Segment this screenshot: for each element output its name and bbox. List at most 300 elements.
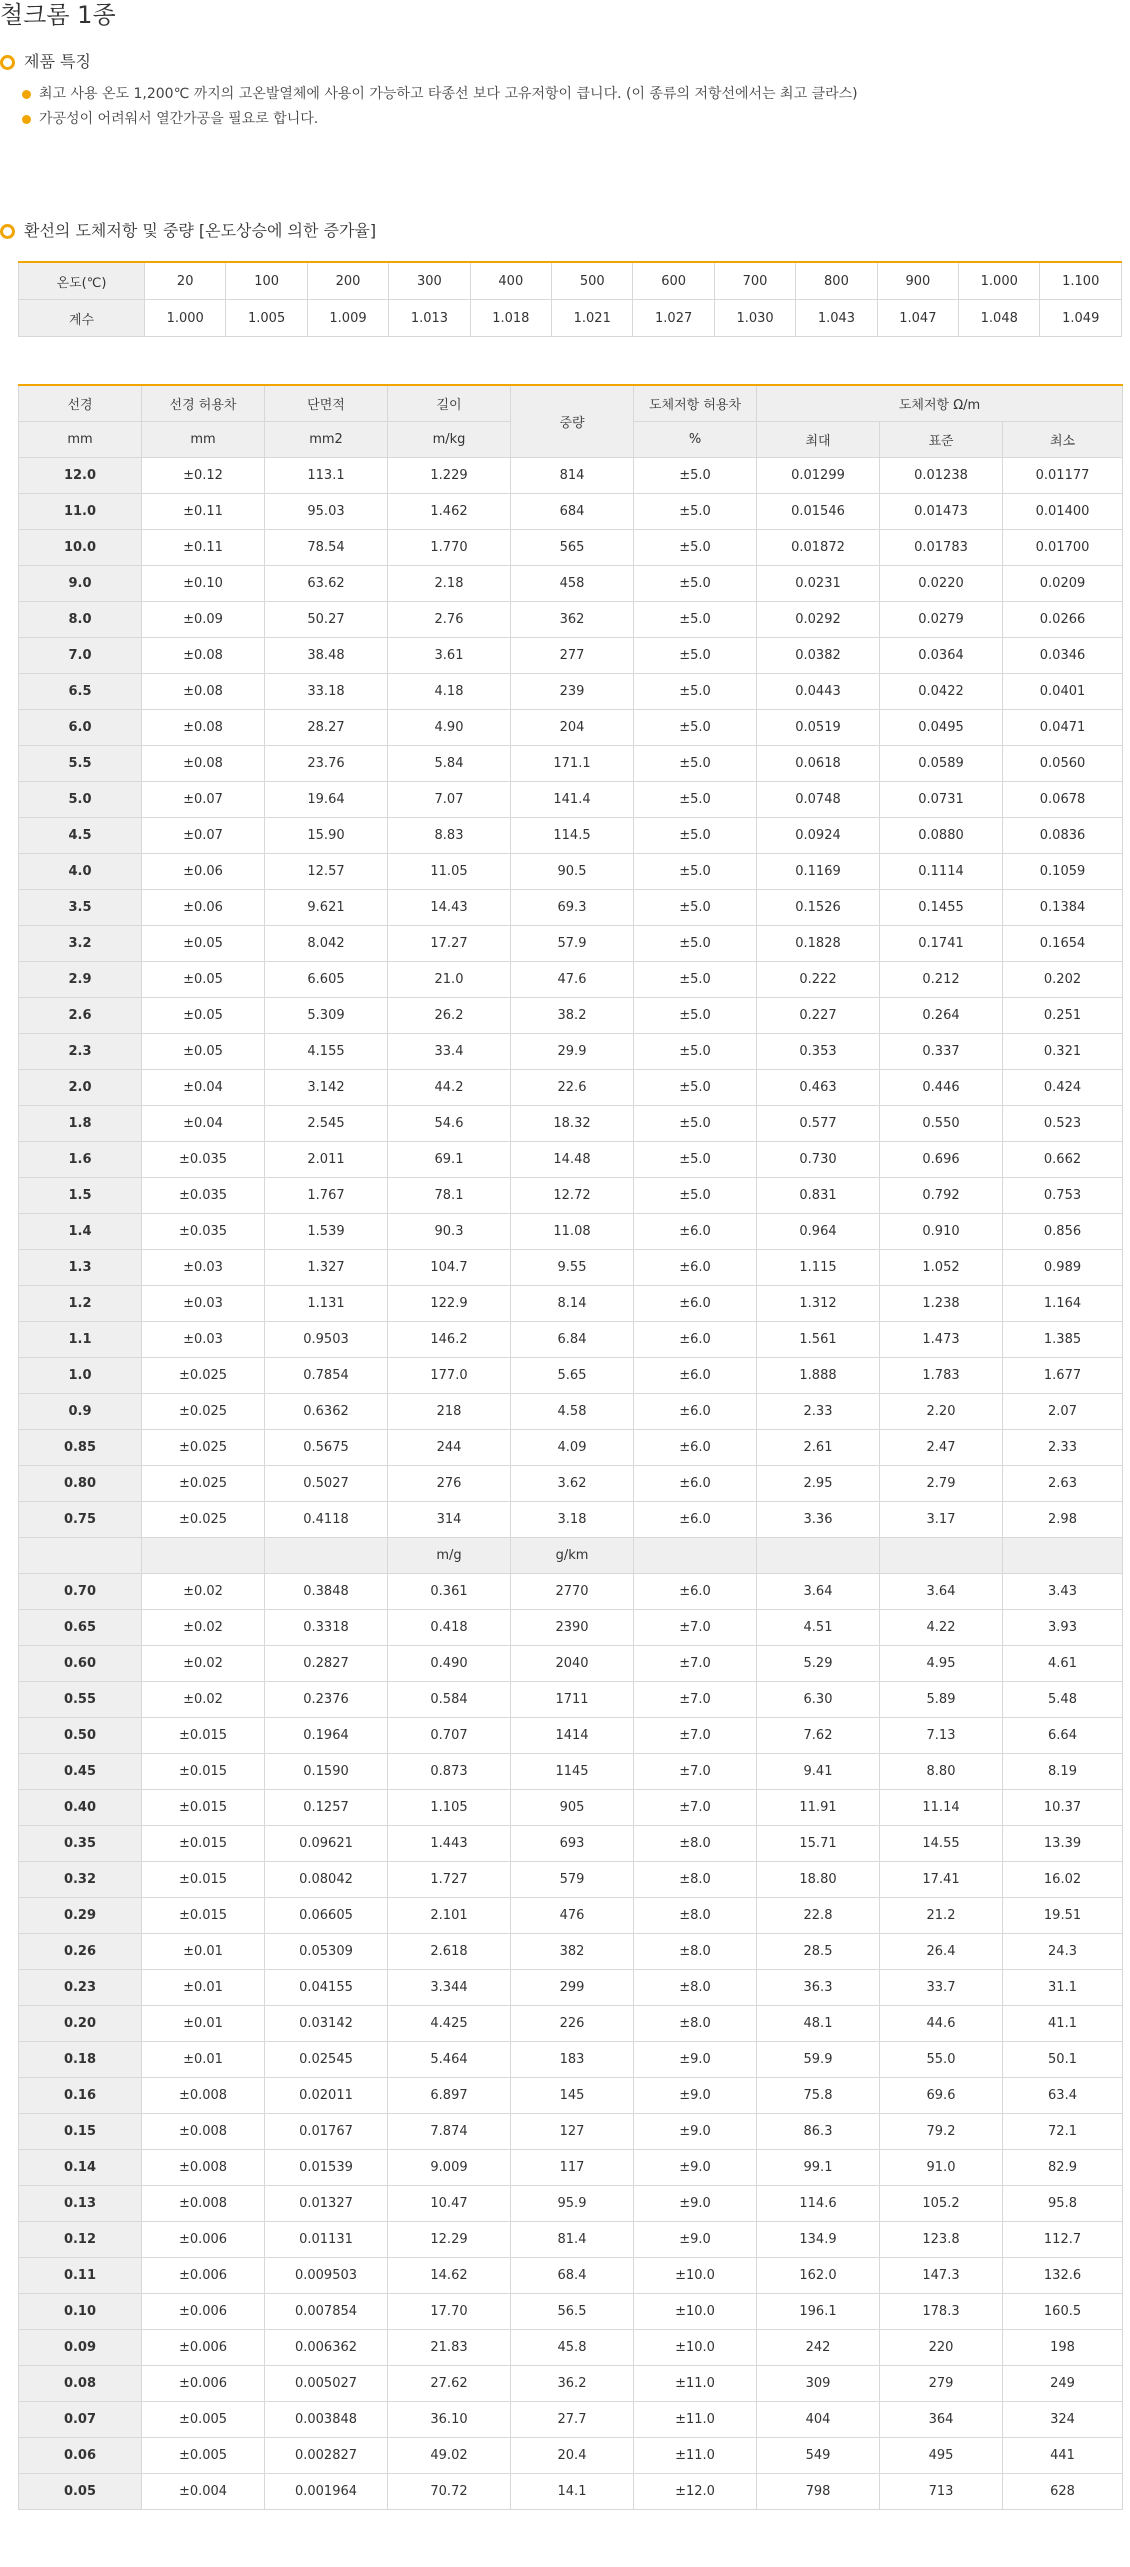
table-cell: 0.01238 xyxy=(880,458,1003,494)
table-cell: 7.874 xyxy=(388,2114,511,2150)
feature-text: 최고 사용 온도 1,200℃ 까지의 고온발열체에 사용이 가능하고 타종선 보다 고유저항이 큽니다. (이 종류의 저항선에서는 최고 클라스) xyxy=(39,86,858,102)
table-cell: ±12.0 xyxy=(634,2474,757,2510)
table-cell: 0.02011 xyxy=(265,2078,388,2114)
table-cell: 5.309 xyxy=(265,998,388,1034)
temperature-cell: 600 xyxy=(633,262,714,300)
table-row xyxy=(19,1322,1123,1358)
table-cell: 0.1590 xyxy=(265,1754,388,1790)
table-cell: ±6.0 xyxy=(634,1286,757,1322)
table-cell: 1.327 xyxy=(265,1250,388,1286)
table-cell: 2770 xyxy=(511,1574,634,1610)
table-cell: ±0.08 xyxy=(142,710,265,746)
table-cell: ±0.006 xyxy=(142,2294,265,2330)
table-cell: 7.07 xyxy=(388,782,511,818)
table-cell: 5.29 xyxy=(757,1646,880,1682)
table-cell: 0.222 xyxy=(757,962,880,998)
table-cell: 0.2827 xyxy=(265,1646,388,1682)
table-cell: 0.227 xyxy=(757,998,880,1034)
temperature-cell: 20 xyxy=(145,262,226,300)
table-cell: 11.05 xyxy=(388,854,511,890)
table-cell: 0.361 xyxy=(388,1574,511,1610)
table-cell: 1.888 xyxy=(757,1358,880,1394)
table-cell: 17.70 xyxy=(388,2294,511,2330)
table-cell: 14.43 xyxy=(388,890,511,926)
table-cell: 20.4 xyxy=(511,2438,634,2474)
table-cell: 0.0220 xyxy=(880,566,1003,602)
coefficient-cell: 1.018 xyxy=(470,300,551,337)
table-cell: 63.4 xyxy=(1003,2078,1123,2114)
table-cell: ±0.006 xyxy=(142,2222,265,2258)
table-cell: 36.3 xyxy=(757,1970,880,2006)
table-cell: 141.4 xyxy=(511,782,634,818)
table-cell: 0.7854 xyxy=(265,1358,388,1394)
table-cell: ±0.08 xyxy=(142,674,265,710)
table-row xyxy=(19,2042,1123,2078)
table-cell: 0.550 xyxy=(880,1106,1003,1142)
coefficient-cell: 1.000 xyxy=(145,300,226,337)
table-cell: 277 xyxy=(511,638,634,674)
empty-cell xyxy=(142,1538,265,1574)
table-cell: ±0.03 xyxy=(142,1322,265,1358)
table-cell: 276 xyxy=(388,1466,511,1502)
diameter-cell: 0.09 xyxy=(19,2330,142,2366)
diameter-cell: 0.80 xyxy=(19,1466,142,1502)
table-cell: 713 xyxy=(880,2474,1003,2510)
table-row xyxy=(19,458,1123,494)
table-cell: 178.3 xyxy=(880,2294,1003,2330)
table-cell: 132.6 xyxy=(1003,2258,1123,2294)
table-cell: 495 xyxy=(880,2438,1003,2474)
table-cell: 196.1 xyxy=(757,2294,880,2330)
temperature-cell: 1.000 xyxy=(959,262,1040,300)
table-row xyxy=(19,782,1123,818)
table-cell: ±0.006 xyxy=(142,2366,265,2402)
table-cell: 14.1 xyxy=(511,2474,634,2510)
temperature-row xyxy=(19,262,1122,300)
table-cell: 122.9 xyxy=(388,1286,511,1322)
diameter-cell: 1.8 xyxy=(19,1106,142,1142)
feature-item xyxy=(22,107,858,132)
table-cell: 324 xyxy=(1003,2402,1123,2438)
table-cell: ±5.0 xyxy=(634,998,757,1034)
diameter-cell: 0.45 xyxy=(19,1754,142,1790)
table-cell: 4.61 xyxy=(1003,1646,1123,1682)
table-cell: ±5.0 xyxy=(634,494,757,530)
table-cell: 279 xyxy=(880,2366,1003,2402)
table-cell: 6.84 xyxy=(511,1322,634,1358)
table-cell: ±6.0 xyxy=(634,1394,757,1430)
diameter-cell: 1.6 xyxy=(19,1142,142,1178)
table-cell: 0.831 xyxy=(757,1178,880,1214)
table-row xyxy=(19,1466,1123,1502)
table-cell: 21.83 xyxy=(388,2330,511,2366)
table-cell: 309 xyxy=(757,2366,880,2402)
table-cell: 8.19 xyxy=(1003,1754,1123,1790)
table-cell: 69.6 xyxy=(880,2078,1003,2114)
diameter-cell: 0.55 xyxy=(19,1682,142,1718)
table-cell: 2.95 xyxy=(757,1466,880,1502)
table-cell: ±8.0 xyxy=(634,1934,757,1970)
table-cell: 2.63 xyxy=(1003,1466,1123,1502)
diameter-cell: 0.50 xyxy=(19,1718,142,1754)
diameter-cell: 0.14 xyxy=(19,2150,142,2186)
coefficient-cell: 1.013 xyxy=(389,300,470,337)
table-cell: 33.4 xyxy=(388,1034,511,1070)
table-row xyxy=(19,1754,1123,1790)
table-cell: 4.425 xyxy=(388,2006,511,2042)
table-cell: ±0.10 xyxy=(142,566,265,602)
col-header-length: 길이 xyxy=(388,385,511,422)
table-cell: ±11.0 xyxy=(634,2438,757,2474)
diameter-cell: 1.2 xyxy=(19,1286,142,1322)
temperature-cell: 100 xyxy=(226,262,307,300)
table-cell: ±0.008 xyxy=(142,2150,265,2186)
table-cell: ±0.11 xyxy=(142,494,265,530)
table-cell: 1.131 xyxy=(265,1286,388,1322)
table-cell: ±8.0 xyxy=(634,2006,757,2042)
diameter-cell: 0.29 xyxy=(19,1898,142,1934)
table-cell: ±0.03 xyxy=(142,1250,265,1286)
table-cell: 239 xyxy=(511,674,634,710)
table-cell: 0.2376 xyxy=(265,1682,388,1718)
table-row xyxy=(19,1718,1123,1754)
table-cell: 0.1964 xyxy=(265,1718,388,1754)
table-cell: 114.6 xyxy=(757,2186,880,2222)
table-cell: 23.76 xyxy=(265,746,388,782)
table-cell: 33.7 xyxy=(880,1970,1003,2006)
table-cell: 5.89 xyxy=(880,1682,1003,1718)
table-row xyxy=(19,890,1123,926)
table-cell: 0.0924 xyxy=(757,818,880,854)
table-cell: ±9.0 xyxy=(634,2186,757,2222)
table-row xyxy=(19,566,1123,602)
coefficient-cell: 1.048 xyxy=(959,300,1040,337)
table-cell: 0.01767 xyxy=(265,2114,388,2150)
table-cell: 90.3 xyxy=(388,1214,511,1250)
table-cell: 4.155 xyxy=(265,1034,388,1070)
table-cell: 0.1526 xyxy=(757,890,880,926)
table-cell: 1145 xyxy=(511,1754,634,1790)
table-cell: 114.5 xyxy=(511,818,634,854)
table-cell: 18.32 xyxy=(511,1106,634,1142)
table-row xyxy=(19,1862,1123,1898)
table-cell: 78.1 xyxy=(388,1178,511,1214)
table-row xyxy=(19,638,1123,674)
table-cell: ±0.025 xyxy=(142,1394,265,1430)
table-cell: ±5.0 xyxy=(634,638,757,674)
table-cell: ±0.015 xyxy=(142,1790,265,1826)
table-row xyxy=(19,1142,1123,1178)
diameter-cell: 2.0 xyxy=(19,1070,142,1106)
table-cell: 0.3318 xyxy=(265,1610,388,1646)
temperature-cell: 800 xyxy=(796,262,877,300)
table-cell: 0.0231 xyxy=(757,566,880,602)
table-cell: 1711 xyxy=(511,1682,634,1718)
table-cell: 0.0748 xyxy=(757,782,880,818)
table-cell: 2.545 xyxy=(265,1106,388,1142)
table-cell: 362 xyxy=(511,602,634,638)
diameter-cell: 0.08 xyxy=(19,2366,142,2402)
table-cell: 0.1114 xyxy=(880,854,1003,890)
table-cell: ±6.0 xyxy=(634,1502,757,1538)
table-cell: 18.80 xyxy=(757,1862,880,1898)
table-cell: 6.64 xyxy=(1003,1718,1123,1754)
table-cell: 0.01872 xyxy=(757,530,880,566)
table-cell: 0.0209 xyxy=(1003,566,1123,602)
table-cell: 0.446 xyxy=(880,1070,1003,1106)
table-cell: ±0.004 xyxy=(142,2474,265,2510)
table-cell: 38.2 xyxy=(511,998,634,1034)
table-cell: 0.002827 xyxy=(265,2438,388,2474)
table-cell: 458 xyxy=(511,566,634,602)
empty-cell xyxy=(265,1538,388,1574)
table-cell: ±0.02 xyxy=(142,1610,265,1646)
table-cell: 3.43 xyxy=(1003,1574,1123,1610)
table-cell: ±5.0 xyxy=(634,854,757,890)
table-cell: 2.98 xyxy=(1003,1502,1123,1538)
table-cell: ±0.015 xyxy=(142,1754,265,1790)
table-cell: 72.1 xyxy=(1003,2114,1123,2150)
table-cell: ±5.0 xyxy=(634,566,757,602)
table-cell: ±7.0 xyxy=(634,1790,757,1826)
table-cell: 0.03142 xyxy=(265,2006,388,2042)
table-cell: ±5.0 xyxy=(634,818,757,854)
diameter-cell: 5.0 xyxy=(19,782,142,818)
table-cell: 3.64 xyxy=(880,1574,1003,1610)
table-cell: 2390 xyxy=(511,1610,634,1646)
table-cell: 127 xyxy=(511,2114,634,2150)
table-cell: 204 xyxy=(511,710,634,746)
table-row xyxy=(19,710,1123,746)
table-cell: 565 xyxy=(511,530,634,566)
table-cell: ±0.02 xyxy=(142,1682,265,1718)
table-cell: 162.0 xyxy=(757,2258,880,2294)
table-cell: 171.1 xyxy=(511,746,634,782)
table-cell: ±6.0 xyxy=(634,1322,757,1358)
table-cell: ±0.06 xyxy=(142,890,265,926)
table-cell: ±0.025 xyxy=(142,1430,265,1466)
table-cell: 50.1 xyxy=(1003,2042,1123,2078)
temperature-cell: 1.100 xyxy=(1040,262,1122,300)
table-row xyxy=(19,1034,1123,1070)
table-cell: 28.5 xyxy=(757,1934,880,1970)
table-cell: 0.490 xyxy=(388,1646,511,1682)
table-cell: ±0.08 xyxy=(142,746,265,782)
table-cell: 0.0678 xyxy=(1003,782,1123,818)
table-cell: 7.13 xyxy=(880,1718,1003,1754)
table-cell: 54.6 xyxy=(388,1106,511,1142)
table-cell: ±5.0 xyxy=(634,1106,757,1142)
table-cell: 8.83 xyxy=(388,818,511,854)
table-cell: 1.783 xyxy=(880,1358,1003,1394)
table-row xyxy=(19,2078,1123,2114)
table-cell: 0.1654 xyxy=(1003,926,1123,962)
table-row xyxy=(19,2366,1123,2402)
diameter-cell: 0.60 xyxy=(19,1646,142,1682)
table-cell: 0.0364 xyxy=(880,638,1003,674)
table-cell: 33.18 xyxy=(265,674,388,710)
table-cell: 56.5 xyxy=(511,2294,634,2330)
table-cell: 4.22 xyxy=(880,1610,1003,1646)
table-cell: ±0.05 xyxy=(142,926,265,962)
table-cell: ±8.0 xyxy=(634,1826,757,1862)
table-cell: 0.0266 xyxy=(1003,602,1123,638)
coefficient-cell: 1.049 xyxy=(1040,300,1122,337)
table-cell: 0.1257 xyxy=(265,1790,388,1826)
table-row xyxy=(19,1214,1123,1250)
table-cell: 4.58 xyxy=(511,1394,634,1430)
table-cell: ±9.0 xyxy=(634,2150,757,2186)
table-cell: 0.001964 xyxy=(265,2474,388,2510)
table-cell: ±0.02 xyxy=(142,1574,265,1610)
table-body-large xyxy=(19,458,1123,1538)
table-cell: ±5.0 xyxy=(634,458,757,494)
table-cell: 0.0589 xyxy=(880,746,1003,782)
table-row xyxy=(19,2222,1123,2258)
table-cell: ±0.01 xyxy=(142,1934,265,1970)
table-row xyxy=(19,1358,1123,1394)
table-cell: 0.01539 xyxy=(265,2150,388,2186)
table-cell: 441 xyxy=(1003,2438,1123,2474)
temp-section-heading xyxy=(0,219,376,243)
table-cell: ±5.0 xyxy=(634,674,757,710)
table-cell: ±0.01 xyxy=(142,2006,265,2042)
diameter-cell: 0.13 xyxy=(19,2186,142,2222)
table-cell: 41.1 xyxy=(1003,2006,1123,2042)
features-list xyxy=(22,82,858,132)
table-cell: 1.385 xyxy=(1003,1322,1123,1358)
table-cell: ±0.035 xyxy=(142,1178,265,1214)
table-cell: 79.2 xyxy=(880,2114,1003,2150)
table-cell: 5.464 xyxy=(388,2042,511,2078)
table-cell: 95.03 xyxy=(265,494,388,530)
table-cell: 549 xyxy=(757,2438,880,2474)
col-header-resistance: 도체저항 Ω/m xyxy=(757,385,1123,422)
table-cell: 90.5 xyxy=(511,854,634,890)
table-cell: 1.443 xyxy=(388,1826,511,1862)
diameter-cell: 2.9 xyxy=(19,962,142,998)
table-cell: 0.463 xyxy=(757,1070,880,1106)
table-cell: 9.621 xyxy=(265,890,388,926)
table-cell: 628 xyxy=(1003,2474,1123,2510)
table-cell: 3.93 xyxy=(1003,1610,1123,1646)
table-cell: 14.55 xyxy=(880,1826,1003,1862)
table-cell: 15.71 xyxy=(757,1826,880,1862)
table-cell: 36.10 xyxy=(388,2402,511,2438)
table-cell: 22.8 xyxy=(757,1898,880,1934)
diameter-cell: 12.0 xyxy=(19,458,142,494)
table-cell: ±7.0 xyxy=(634,1646,757,1682)
feature-item xyxy=(22,82,858,107)
table-cell: 404 xyxy=(757,2402,880,2438)
table-cell: ±0.02 xyxy=(142,1646,265,1682)
table-cell: ±0.04 xyxy=(142,1106,265,1142)
temperature-cell: 300 xyxy=(389,262,470,300)
table-cell: 27.62 xyxy=(388,2366,511,2402)
table-cell: ±10.0 xyxy=(634,2330,757,2366)
table-row xyxy=(19,854,1123,890)
diameter-cell: 0.23 xyxy=(19,1970,142,2006)
features-heading xyxy=(0,50,91,74)
feature-text: 가공성이 어려워서 열간가공을 필요로 합니다. xyxy=(39,111,319,127)
table-cell: 0.0401 xyxy=(1003,674,1123,710)
table-cell: 0.01473 xyxy=(880,494,1003,530)
table-cell: 2.61 xyxy=(757,1430,880,1466)
table-cell: 0.577 xyxy=(757,1106,880,1142)
table-cell: 0.09621 xyxy=(265,1826,388,1862)
table-cell: 5.84 xyxy=(388,746,511,782)
diameter-cell: 5.5 xyxy=(19,746,142,782)
table-cell: ±0.006 xyxy=(142,2258,265,2294)
table-cell: 4.09 xyxy=(511,1430,634,1466)
table-cell: 1.164 xyxy=(1003,1286,1123,1322)
table-cell: 0.007854 xyxy=(265,2294,388,2330)
table-cell: ±9.0 xyxy=(634,2078,757,2114)
table-cell: 2040 xyxy=(511,1646,634,1682)
table-cell: 2.618 xyxy=(388,1934,511,1970)
table-cell: 0.0560 xyxy=(1003,746,1123,782)
col-header-tolerance: 선경 허용차 xyxy=(142,385,265,422)
table-body-small xyxy=(19,1574,1123,2510)
table-cell: 0.9503 xyxy=(265,1322,388,1358)
header-row xyxy=(19,385,1123,422)
table-row xyxy=(19,1502,1123,1538)
table-cell: ±0.006 xyxy=(142,2330,265,2366)
table-cell: ±0.01 xyxy=(142,2042,265,2078)
unit-length: m/kg xyxy=(388,422,511,458)
diameter-cell: 0.65 xyxy=(19,1610,142,1646)
diameter-cell: 1.1 xyxy=(19,1322,142,1358)
table-cell: 2.07 xyxy=(1003,1394,1123,1430)
table-cell: 91.0 xyxy=(880,2150,1003,2186)
table-row xyxy=(19,1898,1123,1934)
table-cell: 2.79 xyxy=(880,1466,1003,1502)
diameter-cell: 0.20 xyxy=(19,2006,142,2042)
table-cell: 55.0 xyxy=(880,2042,1003,2078)
table-cell: 95.9 xyxy=(511,2186,634,2222)
diameter-cell: 11.0 xyxy=(19,494,142,530)
diameter-cell: 4.5 xyxy=(19,818,142,854)
row-header-temperature: 온도(℃) xyxy=(19,262,145,300)
table-cell: 47.6 xyxy=(511,962,634,998)
col-header-weight: 중량 xyxy=(511,385,634,458)
table-cell: ±0.05 xyxy=(142,962,265,998)
table-row xyxy=(19,1934,1123,1970)
table-cell: 244 xyxy=(388,1430,511,1466)
table-cell: 0.3848 xyxy=(265,1574,388,1610)
diameter-cell: 0.16 xyxy=(19,2078,142,2114)
table-cell: 99.1 xyxy=(757,2150,880,2186)
diameter-cell: 0.85 xyxy=(19,1430,142,1466)
table-cell: ±0.025 xyxy=(142,1502,265,1538)
table-cell: 19.51 xyxy=(1003,1898,1123,1934)
unit-area: mm2 xyxy=(265,422,388,458)
table-cell: 0.1741 xyxy=(880,926,1003,962)
table-cell: ±10.0 xyxy=(634,2294,757,2330)
table-cell: 1.767 xyxy=(265,1178,388,1214)
table-cell: 0.1384 xyxy=(1003,890,1123,926)
diameter-cell: 0.06 xyxy=(19,2438,142,2474)
table-cell: 0.01546 xyxy=(757,494,880,530)
table-cell: 9.55 xyxy=(511,1250,634,1286)
table-cell: 0.6362 xyxy=(265,1394,388,1430)
table-row xyxy=(19,1250,1123,1286)
empty-cell xyxy=(1003,1538,1123,1574)
table-cell: 50.27 xyxy=(265,602,388,638)
table-cell: ±7.0 xyxy=(634,1718,757,1754)
empty-cell xyxy=(634,1538,757,1574)
table-cell: 0.01700 xyxy=(1003,530,1123,566)
